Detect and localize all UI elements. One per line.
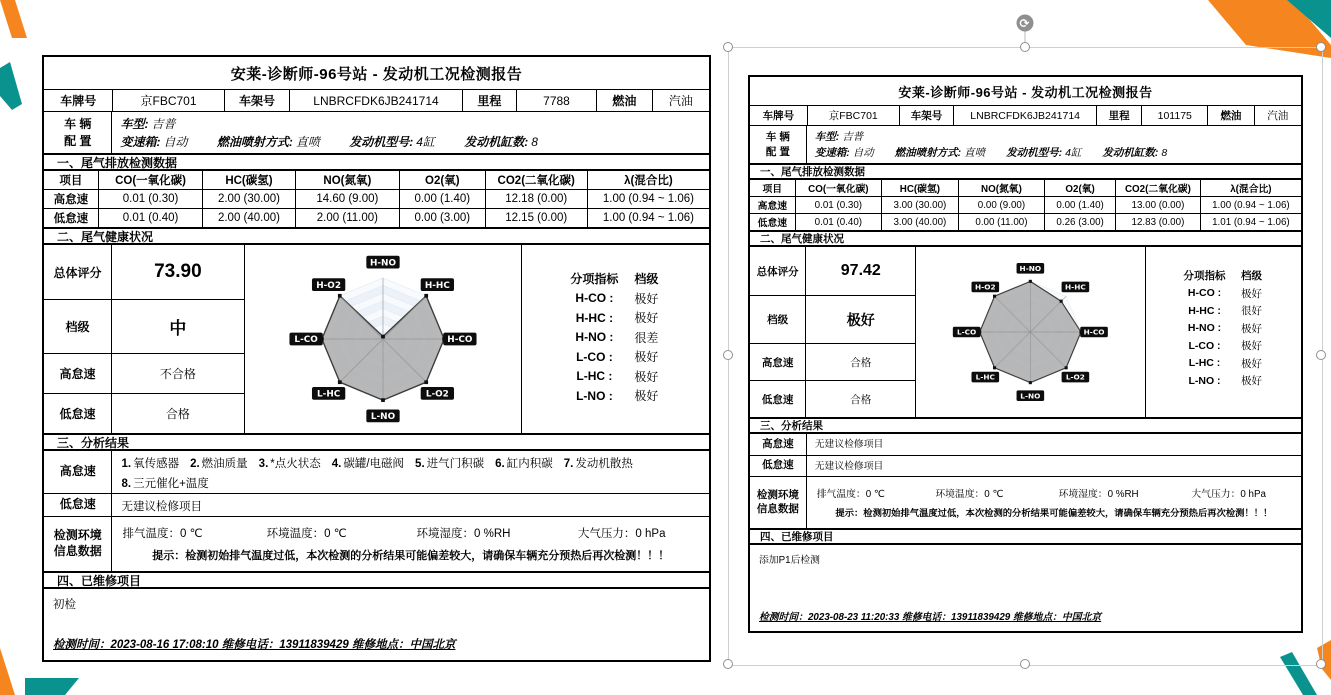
legend-row: L-NO : 极好 bbox=[1188, 374, 1263, 388]
radar-chart-left bbox=[245, 245, 521, 433]
overall-grade: 中 bbox=[169, 319, 187, 338]
decor-teal-bottom-left bbox=[25, 678, 79, 695]
legend-row: L-CO : 极好 bbox=[1188, 339, 1263, 353]
environment-warning: 提示：检测初始排气温度过低，本次检测的分析结果可能偏差较大，请确保车辆充分预热后再次检测！！！ bbox=[152, 549, 670, 562]
overall-grade: 极好 bbox=[846, 311, 875, 328]
vehicle-info-row bbox=[750, 105, 1301, 125]
config-line-1: 车型: 吉普 bbox=[120, 117, 176, 132]
emission-header-row: 项目 CO(一氧化碳) HC(碳氢) NO(氮氧) O2(氧) CO2(二氧化碳) λ(混合比) bbox=[750, 180, 1301, 196]
vin-value: LNBRCFDK6JB241714 bbox=[289, 90, 461, 111]
section-1-header: 一、尾气排放检测数据 bbox=[750, 163, 1301, 180]
decor-teal-top-right bbox=[1287, 0, 1331, 38]
section-4-header: 四、已维修项目 bbox=[44, 571, 709, 589]
svg-text:H-CO: H-CO bbox=[447, 335, 473, 346]
vehicle-config-row bbox=[44, 111, 709, 153]
legend-row: H-HC : 极好 bbox=[575, 310, 659, 326]
section-2-header: 二、尾气健康状况 bbox=[750, 230, 1301, 247]
legend-row: H-CO : 极好 bbox=[1187, 287, 1263, 300]
config-label: 车 辆 配 置 bbox=[44, 112, 112, 153]
svg-text:L-CO: L-CO bbox=[294, 335, 318, 346]
svg-text:L-NO: L-NO bbox=[1020, 391, 1041, 401]
vehicle-config-row bbox=[750, 125, 1301, 163]
analysis-low-idle-row: 低怠速 无建议检修项目 bbox=[750, 455, 1301, 476]
selection-handle-middle-left[interactable] bbox=[723, 350, 733, 360]
svg-text:L-CO: L-CO bbox=[957, 327, 977, 337]
section-2-header: 二、尾气健康状况 bbox=[44, 227, 709, 245]
selection-handle-top-center[interactable] bbox=[1020, 42, 1030, 52]
report-left[interactable] bbox=[42, 55, 711, 662]
overall-score: 73.90 bbox=[154, 261, 202, 282]
repair-content: 初检 bbox=[53, 599, 76, 611]
config-line-1: 车型: 吉普 bbox=[814, 131, 864, 144]
svg-text:L-O2: L-O2 bbox=[425, 389, 449, 400]
svg-text:H-O2: H-O2 bbox=[316, 280, 341, 291]
decor-orange-bottom-left bbox=[0, 648, 15, 695]
plate-value: 京FBC701 bbox=[807, 106, 899, 125]
mileage-label: 里程 bbox=[462, 90, 517, 111]
section-3-header: 三、分析结果 bbox=[750, 417, 1301, 434]
fuel-value: 汽油 bbox=[652, 90, 709, 111]
section-1-header: 一、尾气排放检测数据 bbox=[44, 153, 709, 171]
health-section bbox=[750, 247, 1301, 417]
environment-values: 排气温度：0 ℃ 环境温度：0 ℃ 环境湿度：0 %RH 大气压力：0 hPa bbox=[122, 528, 666, 541]
analysis-high-idle-row: 高怠速 无建议检修项目 bbox=[750, 434, 1301, 455]
fuel-label: 燃油 bbox=[1207, 106, 1253, 125]
plate-label: 车牌号 bbox=[762, 110, 795, 122]
legend-row: L-NO : 极好 bbox=[576, 388, 659, 404]
emission-row-low-idle: 低怠速 0.01 (0.40) 2.00 (40.00) 2.00 (11.00) 0.00 (3.00) 12.15 (0.00) 1.00 (0.94 ~ 1.06) bbox=[44, 208, 709, 227]
health-legend: 分项指标 档级 H-CO : 极好 H-HC : 很好 H-NO : 极好 L-CO : 极好 L-HC : 极好 L-NO : 极好 bbox=[1145, 247, 1301, 417]
decor-orange-top-left bbox=[0, 0, 27, 38]
report-title: 安莱-诊断师-96号站 - 发动机工况检测报告 bbox=[230, 65, 523, 83]
repair-section bbox=[750, 545, 1301, 631]
vehicle-info-row bbox=[44, 89, 709, 111]
svg-text:H-NO: H-NO bbox=[1019, 263, 1042, 273]
analysis-high-idle-row: 高怠速 1. 氧传感器 2. 燃油质量 3. *点火状态 4. 碳罐/电磁阀 5. 进气门积碳 6. 缸内积碳 7. 发动机散热 8. 三元催化+温度 bbox=[44, 451, 709, 493]
high-idle-result: 不合格 bbox=[159, 367, 196, 381]
vin-label: 车架号 bbox=[899, 106, 954, 125]
svg-text:H-O2: H-O2 bbox=[975, 282, 996, 292]
config-line-2: 变速箱: 自动 燃油喷射方式: 直喷 发动机型号: 4缸 发动机缸数: 8 bbox=[120, 134, 538, 149]
mileage-label: 里程 bbox=[1096, 106, 1141, 125]
health-summary-table: 总体评分 73.90 档级 中 高怠速 不合格 低怠速 合格 bbox=[44, 245, 245, 433]
legend-row: H-CO : 极好 bbox=[575, 291, 659, 306]
report-right[interactable] bbox=[748, 75, 1303, 633]
environment-row: 检测环境 信息数据 排气温度：0 ℃ 环境温度：0 ℃ 环境湿度：0 %RH 大气压力：0 hPa 提示：检测初始排气温度过低，本次检测的分析结果可能偏差较大，请确保车辆充分预热后再次检测！！！ bbox=[750, 476, 1301, 528]
repair-content: 添加P1后检测 bbox=[759, 555, 820, 566]
vin-value: LNBRCFDK6JB241714 bbox=[953, 106, 1096, 125]
environment-row: 检测环境 信息数据 排气温度：0 ℃ 环境温度：0 ℃ 环境湿度：0 %RH 大气压力：0 hPa 提示：检测初始排气温度过低，本次检测的分析结果可能偏差较大，请确保车辆充分预热后再次检测！！！ bbox=[44, 516, 709, 571]
fuel-value: 汽油 bbox=[1254, 106, 1301, 125]
analysis-high-idle-items: 1. 氧传感器 2. 燃油质量 3. *点火状态 4. 碳罐/电磁阀 5. 进气门积碳 6. 缸内积碳 7. 发动机散热 8. 三元催化+温度 bbox=[121, 458, 633, 491]
plate-value: 京FBC701 bbox=[112, 90, 223, 111]
svg-text:H-HC: H-HC bbox=[424, 280, 450, 291]
svg-text:H-CO: H-CO bbox=[1084, 327, 1105, 337]
svg-text:L-HC: L-HC bbox=[976, 372, 996, 382]
mileage-value: 101175 bbox=[1141, 106, 1207, 125]
report-title: 安莱-诊断师-96号站 - 发动机工况检测报告 bbox=[898, 84, 1153, 100]
repair-section bbox=[44, 589, 709, 660]
low-idle-result: 合格 bbox=[165, 407, 190, 421]
emission-header-row: 项目 CO(一氧化碳) HC(碳氢) NO(氮氧) O2(氧) CO2(二氧化碳) λ(混合比) bbox=[44, 171, 709, 189]
mileage-value: 7788 bbox=[516, 90, 596, 111]
analysis-low-idle-row: 低怠速 无建议检修项目 bbox=[44, 493, 709, 516]
fuel-label: 燃油 bbox=[596, 90, 652, 111]
environment-values: 排气温度：0 ℃ 环境温度：0 ℃ 环境湿度：0 %RH 大气压力：0 hPa bbox=[816, 488, 1266, 500]
legend-row: L-HC : 极好 bbox=[576, 369, 659, 384]
health-summary-table: 总体评分 97.42 档级 极好 高怠速 合格 低怠速 合格 bbox=[750, 247, 916, 417]
health-section bbox=[44, 245, 709, 433]
svg-text:L-O2: L-O2 bbox=[1066, 372, 1086, 382]
emission-row-low-idle: 低怠速 0.01 (0.40) 3.00 (40.00) 0.00 (11.00) 0.26 (3.00) 12.83 (0.00) 1.01 (0.94 ~ 1.06) bbox=[750, 213, 1301, 230]
selection-handle-top-right[interactable] bbox=[1316, 42, 1326, 52]
svg-text:H-HC: H-HC bbox=[1065, 282, 1087, 292]
legend-row: H-HC : 很好 bbox=[1188, 304, 1263, 318]
selection-handle-bottom-right[interactable] bbox=[1316, 659, 1326, 669]
selection-handle-middle-right[interactable] bbox=[1316, 350, 1326, 360]
legend-row: L-CO : 极好 bbox=[576, 349, 659, 365]
health-legend: 分项指标 档级 H-CO : 极好 H-HC : 极好 H-NO : 很差 L-CO : 极好 L-HC : 极好 L-NO : 极好 bbox=[521, 245, 709, 433]
config-line-2: 变速箱: 自动 燃油喷射方式: 直喷 发动机型号: 4缸 发动机缸数: 8 bbox=[814, 146, 1168, 159]
environment-warning: 提示：检测初始排气温度过低，本次检测的分析结果可能偏差较大，请确保车辆充分预热后再次检测！！！ bbox=[835, 508, 1273, 519]
legend-row: H-NO : 很差 bbox=[575, 330, 659, 345]
svg-text:H-NO: H-NO bbox=[369, 258, 396, 269]
config-label: 车 辆 配 置 bbox=[750, 126, 807, 163]
report-footer: 检测时间：2023-08-23 11:20:33 维修电话：13911839429 维修地点：中国北京 bbox=[759, 612, 1102, 623]
selection-handle-bottom-center[interactable] bbox=[1020, 659, 1030, 669]
svg-text:L-HC: L-HC bbox=[316, 389, 341, 400]
report-footer: 检测时间：2023-08-16 17:08:10 维修电话：13911839429 维修地点：中国北京 bbox=[53, 639, 456, 651]
section-3-header: 三、分析结果 bbox=[44, 433, 709, 451]
low-idle-result: 合格 bbox=[850, 393, 872, 406]
svg-text:L-NO: L-NO bbox=[370, 412, 395, 423]
overall-score: 97.42 bbox=[840, 262, 881, 279]
plate-label: 车牌号 bbox=[60, 94, 97, 108]
legend-row: L-HC : 极好 bbox=[1188, 357, 1263, 370]
emission-row-high-idle: 高怠速 0.01 (0.30) 3.00 (30.00) 0.00 (9.00) 0.00 (1.40) 13.00 (0.00) 1.00 (0.94 ~ 1.06) bbox=[750, 196, 1301, 213]
legend-row: H-NO : 极好 bbox=[1187, 322, 1263, 335]
selection-handle-top-left[interactable] bbox=[723, 42, 733, 52]
high-idle-result: 合格 bbox=[850, 356, 872, 369]
decor-teal-top-left bbox=[0, 62, 22, 110]
selection-handle-bottom-left[interactable] bbox=[723, 659, 733, 669]
section-4-header: 四、已维修项目 bbox=[750, 528, 1301, 545]
emission-row-high-idle: 高怠速 0.01 (0.30) 2.00 (30.00) 14.60 (9.00) 0.00 (1.40) 12.18 (0.00) 1.00 (0.94 ~ 1.06) bbox=[44, 189, 709, 208]
rotation-handle[interactable]: ⟳ bbox=[1016, 15, 1033, 32]
vin-label: 车架号 bbox=[224, 90, 290, 111]
radar-chart-right bbox=[916, 247, 1145, 417]
